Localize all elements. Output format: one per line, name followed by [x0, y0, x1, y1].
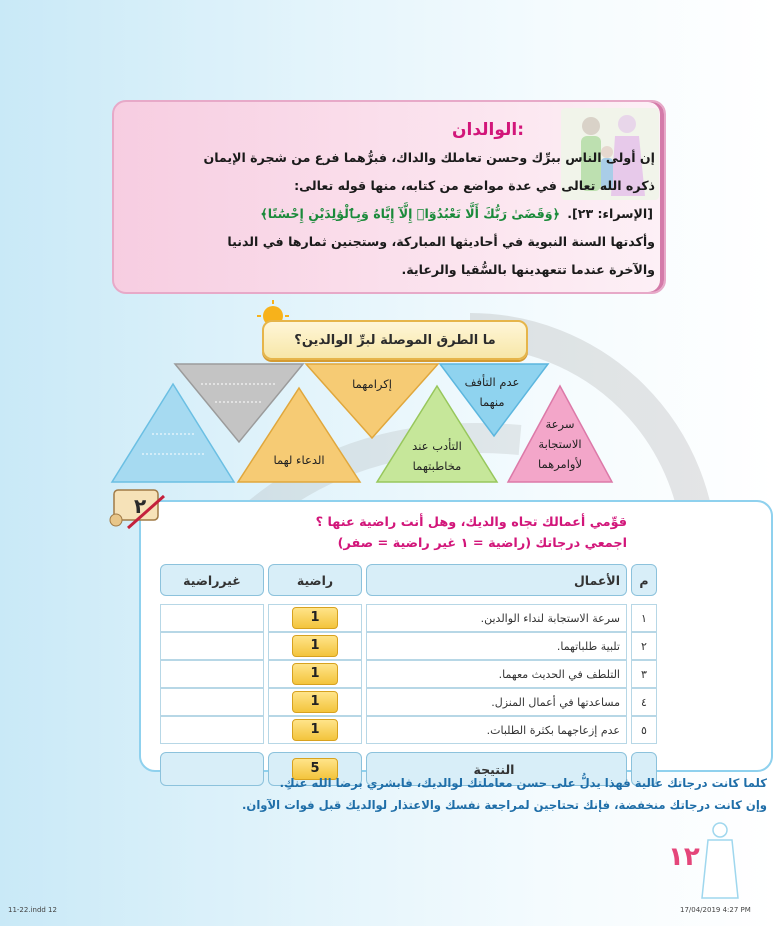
- quran-reference: [الإسراء: ٢٣].: [567, 206, 653, 221]
- row-num: ٥: [631, 716, 657, 744]
- print-info-left: 11-22.indd 12: [8, 906, 57, 914]
- row-action: عدم إزعاجهما بكثرة الطلبات.: [366, 716, 627, 744]
- table-row: [160, 660, 657, 688]
- way-triangle-7: [112, 384, 234, 482]
- footer-line-1: كلما كانت درجاتك عالية فهذا يدلُّ على حسن معاملتك لوالديك، فابشري برضا الله عنكِ.: [279, 776, 767, 790]
- way-label-4: سرعة الاستجابة لأوامرهما: [537, 417, 583, 472]
- header-action: الأعمال: [366, 564, 627, 596]
- satisfied-cell[interactable]: [268, 716, 362, 744]
- row-action: التلطف في الحديث معهما.: [366, 660, 627, 688]
- header-num: م: [631, 564, 657, 596]
- score-pill: 1: [292, 635, 338, 657]
- girl-figure-icon: [700, 820, 740, 900]
- row-num: ٢: [631, 632, 657, 660]
- intro-line-1: إن أولى الناس ببرِّك وحسن تعاملك والداك، فبرُّهما فرع من شجرة الإيمان: [203, 150, 655, 165]
- print-info-right: 17/04/2019 4:27 PM: [680, 906, 751, 914]
- way-label-1: عدم التأفف منهما: [464, 375, 520, 410]
- not-satisfied-cell[interactable]: [160, 632, 264, 660]
- score-pill: 1: [292, 719, 338, 741]
- row-action: سرعة الاستجابة لنداء الوالدين.: [366, 604, 627, 632]
- not-satisfied-cell[interactable]: [160, 688, 264, 716]
- way-label-5: التأدب عند مخاطبتهما: [412, 439, 462, 474]
- intro-line-5: والآخرة عندما تتعهدينها بالسُّقيا والرعاية.: [401, 262, 655, 277]
- table-row: [160, 688, 657, 716]
- satisfied-cell[interactable]: [268, 632, 362, 660]
- question-banner: ما الطرق الموصلة لبرِّ الوالدين؟: [262, 320, 528, 360]
- satisfied-cell[interactable]: [268, 660, 362, 688]
- survey-question-1: قوِّمي أعمالك تجاه والديك، وهل أنت راضية عنها ؟: [315, 515, 627, 530]
- header-satisfied: راضية: [268, 564, 362, 596]
- survey-question-2: اجمعي درجاتك (راضية = ١ غير راضية = صفر): [337, 536, 627, 551]
- activity-number: ٢: [134, 494, 147, 518]
- row-num: ٤: [631, 688, 657, 716]
- not-satisfied-cell[interactable]: [160, 716, 264, 744]
- evaluation-table: [156, 564, 661, 786]
- row-num: ٣: [631, 660, 657, 688]
- table-row: [160, 632, 657, 660]
- quran-verse: ﴿وَقَضَىٰ رَبُّكَ أَلَّا تَعْبُدُوٓا۟ إِلَّآ إِيَّاهُ وَبِٱلْوَٰلِدَيْنِ إِحْسَٰنًا﴾: [260, 206, 560, 221]
- score-pill: 1: [292, 691, 338, 713]
- not-satisfied-cell[interactable]: [160, 604, 264, 632]
- way-label-2: إكرامهما: [352, 377, 392, 391]
- table-row: [160, 716, 657, 744]
- row-num: ١: [631, 604, 657, 632]
- header-not-satisfied: غيرراضية: [160, 564, 264, 596]
- score-pill: 1: [292, 663, 338, 685]
- row-action: تلبية طلباتهما.: [366, 632, 627, 660]
- row-action: مساعدتها في أعمال المنزل.: [366, 688, 627, 716]
- not-satisfied-cell[interactable]: [160, 660, 264, 688]
- result-value: 5: [292, 758, 338, 780]
- satisfied-cell[interactable]: [268, 604, 362, 632]
- intro-line-2: ذكره الله تعالى في عدة مواضع من كتابه، منها قوله تعالى:: [294, 178, 655, 193]
- intro-line-4: وأكدتها السنة النبوية في أحاديثها المباركة، وستجنين ثمارها في الدنيا: [227, 234, 655, 249]
- footer-line-2: وإن كانت درجاتك منخفضة، فإنك تحتاجين لمراجعة نفسك والاعتذار لوالديك قبل فوات الآوان.: [242, 798, 767, 812]
- satisfied-cell[interactable]: [268, 688, 362, 716]
- page-number: ١٢: [668, 842, 700, 872]
- way-label-6: الدعاء لهما: [273, 453, 325, 467]
- result-label: النتيجة: [366, 752, 627, 786]
- table-row: [160, 604, 657, 632]
- score-pill: 1: [292, 607, 338, 629]
- intro-title: الوالدان:: [452, 120, 525, 140]
